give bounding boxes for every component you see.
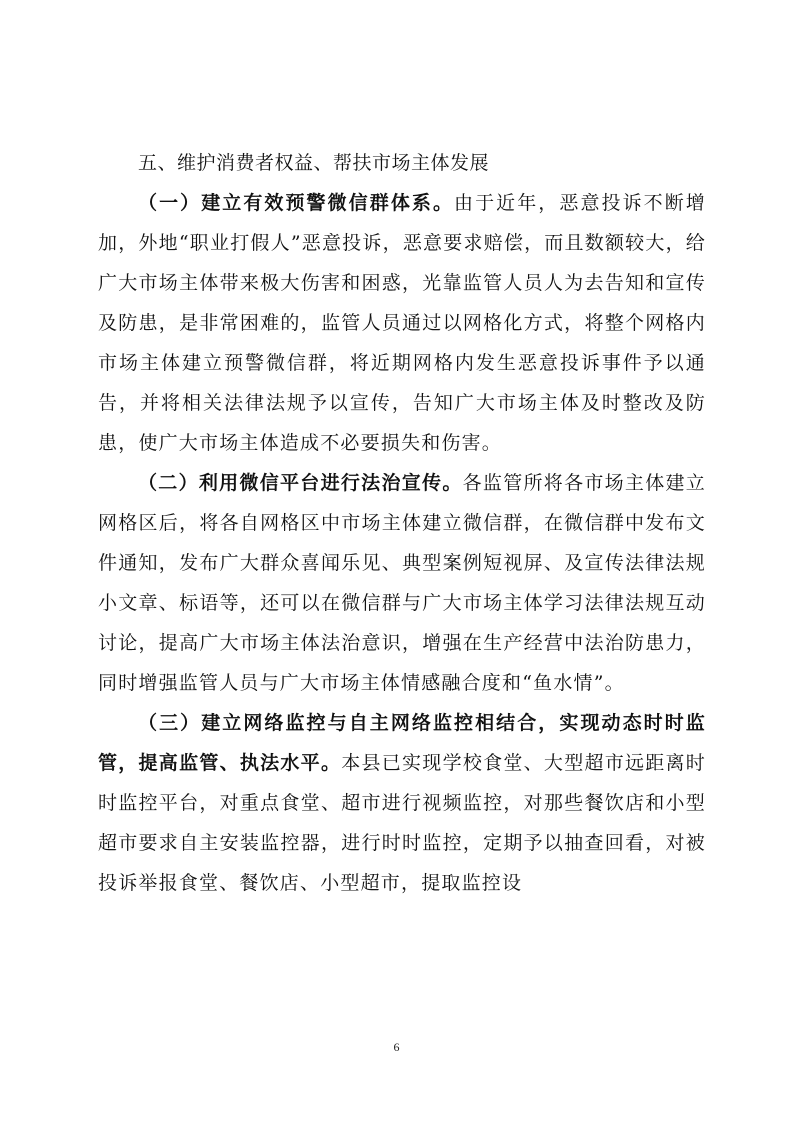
paragraph-2-body: 各监管所将各市场主体建立网格区后，将各自网格区中市场主体建立微信群，在微信群中发布文件通知，发布广大群众喜闻乐见、典型案例短视屏、及宣传法律法规小文章、标语等，还可以在微信群与广大市场主体学习法律法规互动讨论，提高广大市场主体法治意识，增强在生产经营中法治防患力，同时增强监管人员与广大市场主体情感融合度和“鱼水情”。: [98, 472, 706, 694]
section-heading: 五、维护消费者权益、帮扶市场主体发展: [138, 152, 490, 174]
paragraph-2: [98, 463, 706, 703]
paragraph-1: [98, 183, 706, 463]
paragraph-2-lead: （二）利用微信平台进行法治宣传。: [138, 472, 463, 494]
paragraph-1-lead: （一）建立有效预警微信群体系。: [138, 192, 455, 214]
paragraph-3: [98, 703, 706, 903]
page-number: 6: [393, 1040, 400, 1054]
paragraph-3-body: 本县已实现学校食堂、大型超市远距离时时监控平台，对重点食堂、超市进行视频监控，对那些餐饮店和小型超市要求自主安装监控器，进行时时监控，定期予以抽查回看，对被投诉举报食堂、餐饮店、小型超市，提取监控设: [98, 752, 706, 894]
paragraph-1-body: 由于近年，恶意投诉不断增加，外地“职业打假人”恶意投诉，恶意要求赔偿，而且数额较大，给广大市场主体带来极大伤害和困惑，光靠监管人员人为去告知和宣传及防患，是非常困难的，监管人员通过以网格化方式，将整个网格内市场主体建立预警微信群，将近期网格内发生恶意投诉事件予以通告，并将相关法律法规予以宣传，告知广大市场主体及时整改及防患，使广大市场主体造成不必要损失和伤害。: [98, 192, 706, 454]
paragraph-3-lead: （三）建立网络监控与自主网络监控相结合，实现动态时时监管，提高监管、执法水平。: [98, 712, 706, 774]
document-body: [98, 143, 706, 903]
